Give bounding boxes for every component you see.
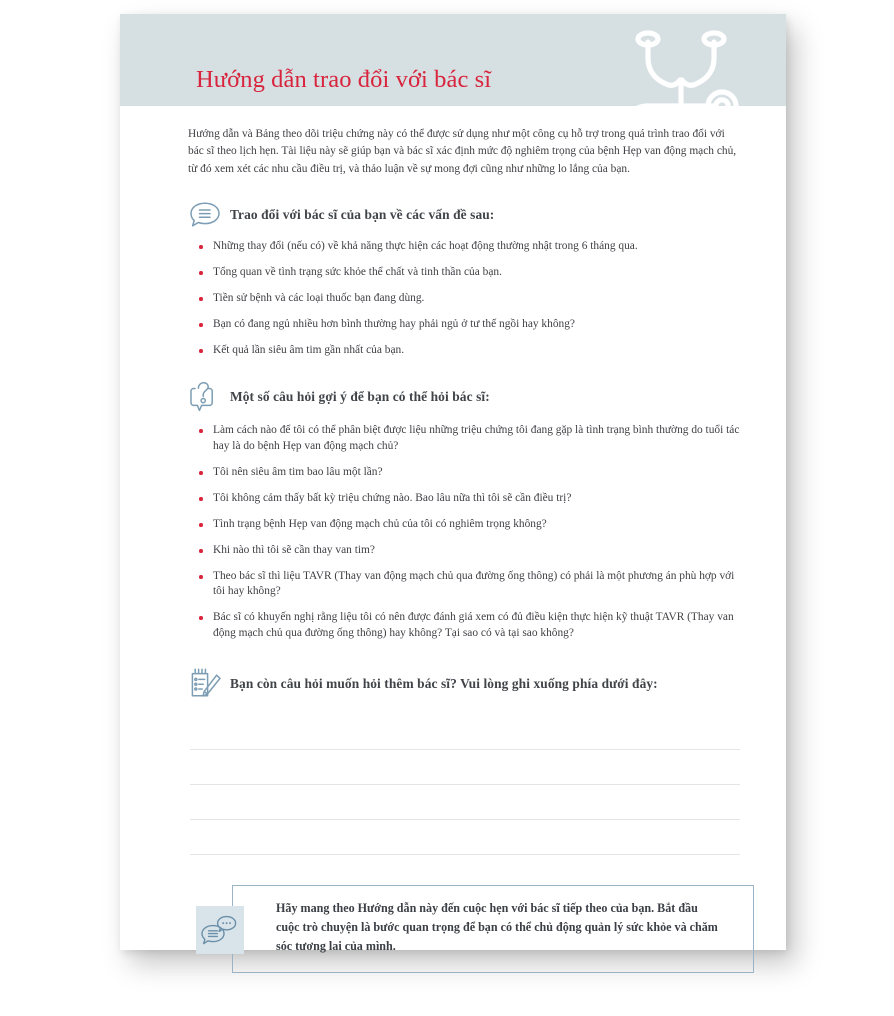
section-title: Một số câu hỏi gợi ý để bạn có thể hỏi bác sĩ:: [230, 389, 490, 405]
callout-text: Hãy mang theo Hướng dẫn này đến cuộc hẹn với bác sĩ tiếp theo của bạn. Bắt đầu cuộc trò chuyện là bước quan trọng để bạn có thể chủ động quản lý sức khỏe và chăm sóc tương lai của mình.: [276, 901, 718, 953]
document-header: [120, 14, 786, 106]
list-item: Những thay đổi (nếu có) về khả năng thực hiện các hoạt động thường nhật trong 6 tháng qua.: [196, 239, 742, 255]
chat-bubble-question-icon: [188, 380, 230, 414]
two-speech-bubbles-icon: [196, 906, 244, 954]
document-page: [120, 14, 786, 953]
writing-line[interactable]: [190, 750, 740, 785]
writing-line[interactable]: [190, 820, 740, 855]
document-body: [120, 126, 786, 981]
writing-line[interactable]: [190, 715, 740, 750]
list-item: Bác sĩ có khuyến nghị rằng liệu tôi có nên được đánh giá xem có đủ điều kiện thực hiện kỹ thuật TAVR (Thay van động mạch chủ qua đường ống thông) hay không? Tại sao có và tại sao không?: [196, 610, 742, 641]
list-item: Làm cách nào để tôi có thể phân biệt được liệu những triệu chứng tôi đang gặp là tình trạng bình thường do tuổi tác hay là do bệnh Hẹp van động mạch chủ?: [196, 423, 742, 454]
section-title: Bạn còn câu hỏi muốn hỏi thêm bác sĩ? Vui lòng ghi xuống phía dưới đây:: [230, 676, 658, 692]
notes-writing-area[interactable]: [188, 715, 742, 855]
list-item: Bạn có đang ngủ nhiều hơn bình thường hay phải ngủ ở tư thế ngồi hay không?: [196, 317, 742, 333]
discussion-topics-list: [188, 239, 742, 359]
bottom-callout: [196, 885, 742, 981]
list-item: Tôi không cảm thấy bất kỳ triệu chứng nào. Bao lâu nữa thì tôi sẽ cần điều trị?: [196, 491, 742, 507]
list-item: Tiền sử bệnh và các loại thuốc bạn đang dùng.: [196, 291, 742, 307]
list-item: Kết quả lần siêu âm tim gần nhất của bạn.: [196, 343, 742, 359]
list-item: Tôi nên siêu âm tim bao lâu một lần?: [196, 465, 742, 481]
list-item: Theo bác sĩ thì liệu TAVR (Thay van động mạch chủ qua đường ống thông) có phải là một phương án phù hợp với tôi hay không?: [196, 569, 742, 600]
chat-bubble-lines-icon: [188, 200, 230, 230]
page-title: Hướng dẫn trao đổi với bác sĩ: [196, 66, 492, 93]
suggested-questions-list: [188, 423, 742, 641]
list-item: Tình trạng bệnh Hẹp van động mạch chủ của tôi có nghiêm trọng không?: [196, 517, 742, 533]
notepad-pencil-icon: [188, 667, 230, 701]
list-item: Tổng quan về tình trạng sức khỏe thể chất và tinh thần của bạn.: [196, 265, 742, 281]
writing-line[interactable]: [190, 785, 740, 820]
section-heading-discuss: [188, 200, 742, 230]
section-heading-questions: [188, 380, 742, 414]
section-heading-notes: [188, 667, 742, 701]
intro-paragraph: Hướng dẫn và Bảng theo dõi triệu chứng này có thể được sử dụng như một công cụ hỗ trợ trong quá trình trao đổi với bác sĩ theo lịch hẹn. Tài liệu này sẽ giúp bạn và bác sĩ xác định mức độ nghiêm trọng của bệnh Hẹp van động mạch chủ, từ đó xem xét các nhu cầu điều trị, và thảo luận về sự mong đợi cũng như những lo lắng của bạn.: [188, 128, 737, 175]
stethoscope-icon: [622, 14, 742, 106]
list-item: Khi nào thì tôi sẽ cần thay van tim?: [196, 543, 742, 559]
section-title: Trao đổi với bác sĩ của bạn về các vấn đề sau:: [230, 206, 495, 222]
